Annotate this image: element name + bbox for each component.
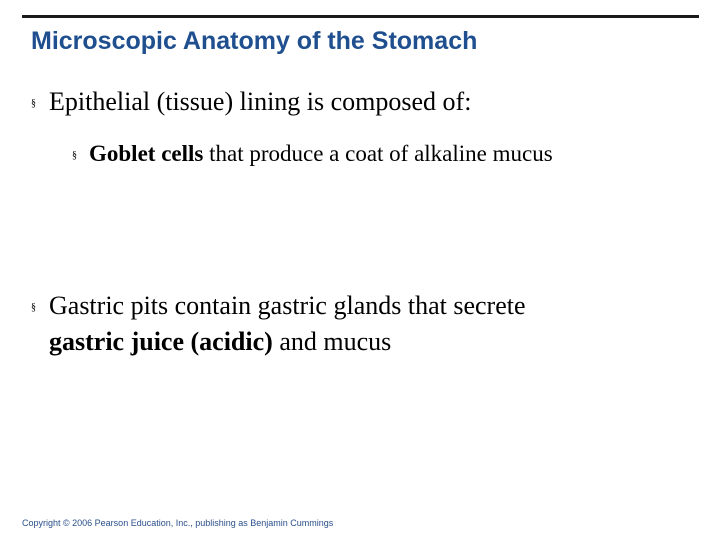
- bullet-marker: §: [31, 302, 36, 313]
- gastric-juice-rest: and mucus: [272, 327, 392, 356]
- slide-title: Microscopic Anatomy of the Stomach: [31, 27, 478, 55]
- copyright-footer: Copyright © 2006 Pearson Education, Inc., publishing as Benjamin Cummings: [22, 518, 334, 528]
- sub-bullet-marker: §: [72, 150, 77, 161]
- bullet-marker: §: [31, 98, 36, 109]
- sub-bullet-goblet-cells: [89, 134, 553, 174]
- bullet-gastric-pits-line2: [49, 322, 391, 362]
- goblet-cells-description: that produce a coat of alkaline mucus: [203, 141, 553, 166]
- bullet-gastric-pits-line1: Gastric pits contain gastric glands that secrete: [49, 291, 526, 320]
- goblet-cells-term: Goblet cells: [89, 141, 204, 166]
- bullet-epithelial-lining: Epithelial (tissue) lining is composed of:: [49, 87, 472, 116]
- gastric-juice-term: gastric juice (acidic): [49, 327, 273, 356]
- title-underline: [22, 15, 699, 18]
